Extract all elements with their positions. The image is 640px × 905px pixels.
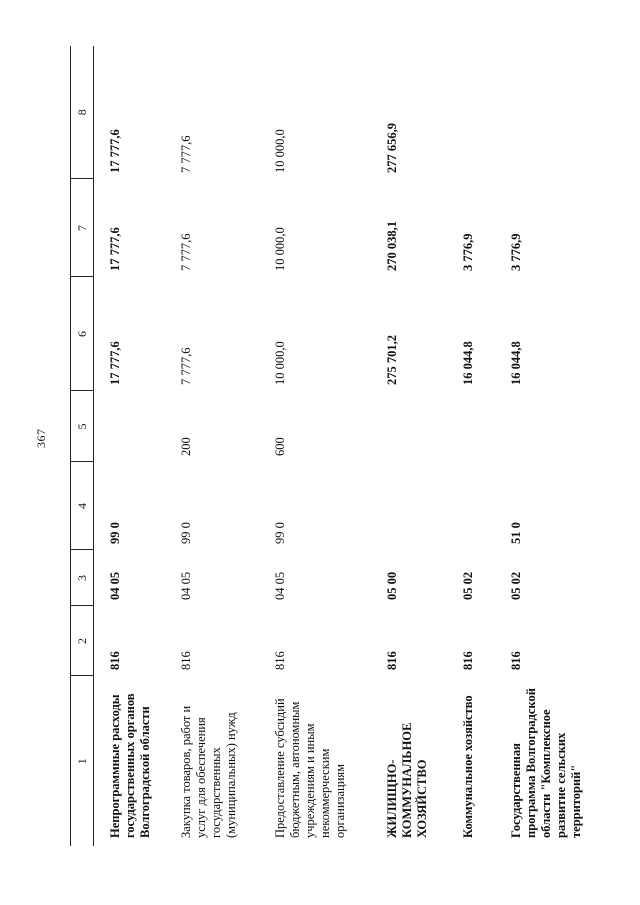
cell-target: 99 0 [108, 522, 122, 544]
budget-table-rotated [70, 46, 610, 846]
cell-amount-3: 277 656,9 [385, 123, 399, 173]
cell-section: 04 05 [273, 571, 287, 600]
cell-amount-2: 3 776,9 [461, 233, 475, 271]
cell-amount-1: 16 044,8 [461, 341, 475, 385]
cell-amount-3 [495, 46, 591, 179]
cell-amount-3: 10 000,0 [273, 129, 287, 173]
column-number-2: 2 [71, 606, 94, 676]
cell-expense-type [495, 391, 591, 462]
cell-expense-type [447, 391, 495, 462]
column-number-8: 8 [71, 46, 94, 179]
row-name: Непрограммные расходы государственных органов Волгоградской области [108, 693, 152, 838]
column-number-3: 3 [71, 550, 94, 606]
budget-table [70, 46, 591, 846]
cell-amount-3: 7 777,6 [179, 135, 193, 173]
column-number-4: 4 [71, 462, 94, 550]
cell-amount-3: 17 777,6 [108, 129, 122, 173]
table-row [495, 46, 591, 846]
column-number-7: 7 [71, 179, 94, 277]
cell-amount-2: 10 000,0 [273, 227, 287, 271]
cell-amount-1: 7 777,6 [179, 347, 193, 385]
table-row [94, 46, 166, 846]
column-number-1: 1 [71, 676, 94, 846]
table-row [259, 46, 371, 846]
cell-amount-2: 3 776,9 [509, 233, 523, 271]
cell-code: 816 [509, 651, 523, 670]
cell-amount-1: 10 000,0 [273, 341, 287, 385]
cell-target [371, 462, 447, 550]
cell-section: 05 00 [385, 571, 399, 600]
page-number: 367 [34, 428, 48, 448]
cell-amount-1: 275 701,2 [385, 335, 399, 385]
cell-amount-2: 7 777,6 [179, 233, 193, 271]
column-number-5: 5 [71, 391, 94, 462]
row-name: Коммунальное хозяйство [461, 695, 475, 838]
cell-target: 51 0 [509, 522, 523, 544]
cell-section: 05 02 [461, 571, 475, 600]
cell-target: 99 0 [273, 522, 287, 544]
cell-target: 99 0 [179, 522, 193, 544]
row-name: Государственная программа Волгоградской области "Комплексное развитие сельских территорий" [509, 688, 583, 838]
cell-section: 04 05 [108, 571, 122, 600]
cell-expense-type: 200 [179, 437, 193, 456]
cell-code: 816 [179, 651, 193, 670]
row-name: ЖИЛИЩНО-КОММУНАЛЬНОЕ ХОЗЯЙСТВО [385, 722, 429, 838]
row-name: Предоставление субсидий бюджетным, автономным учреждениям и иным некоммерческим организациям [273, 698, 347, 838]
cell-expense-type: 600 [273, 437, 287, 456]
cell-section: 05 02 [509, 571, 523, 600]
cell-amount-3 [447, 46, 495, 179]
cell-amount-2: 17 777,6 [108, 227, 122, 271]
table-row [371, 46, 447, 846]
cell-amount-1: 16 044,8 [509, 341, 523, 385]
table-row [447, 46, 495, 846]
cell-amount-2: 270 038,1 [385, 221, 399, 271]
cell-code: 816 [108, 651, 122, 670]
cell-target [447, 462, 495, 550]
row-name: Закупка товаров, работ и услуг для обеспечения государственных (муниципальных) нужд [179, 705, 238, 838]
cell-expense-type [371, 391, 447, 462]
cell-section: 04 05 [179, 571, 193, 600]
column-number-row [71, 46, 94, 846]
cell-amount-1: 17 777,6 [108, 341, 122, 385]
cell-expense-type [94, 391, 166, 462]
cell-code: 816 [273, 651, 287, 670]
table-row [165, 46, 259, 846]
cell-code: 816 [461, 651, 475, 670]
column-number-6: 6 [71, 277, 94, 391]
cell-code: 816 [385, 651, 399, 670]
